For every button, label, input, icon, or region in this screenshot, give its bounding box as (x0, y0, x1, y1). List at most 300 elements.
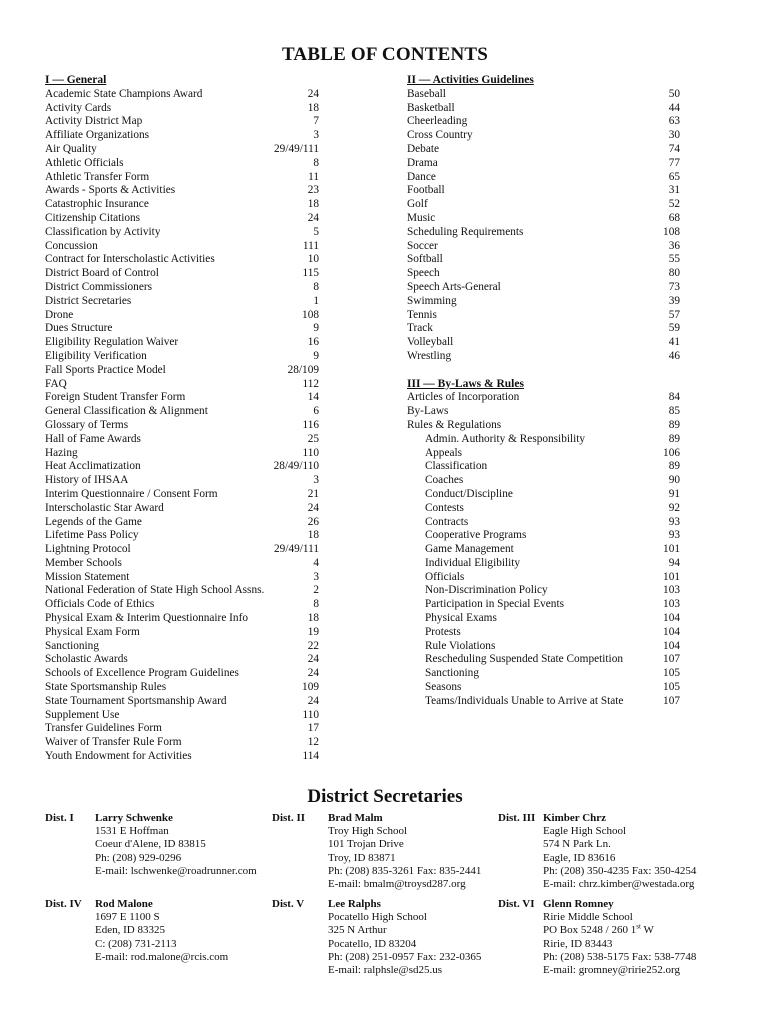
toc-entry-label: Interim Questionnaire / Consent Form (45, 487, 218, 500)
toc-activities-list (407, 88, 680, 364)
district-email: E-mail: ralphsle@sd25.us (328, 964, 443, 977)
toc-entry-label: Officials (425, 570, 465, 583)
toc-entry-label: Protests (425, 625, 461, 638)
toc-entry-label: Hazing (45, 446, 78, 459)
toc-entry-page: 21 (307, 487, 319, 500)
toc-entry-page: 106 (663, 446, 680, 459)
district-contact-line: Coeur d'Alene, ID 83815 (95, 838, 206, 851)
toc-entry-label: Tennis (407, 308, 437, 321)
toc-entry-label: Golf (407, 198, 428, 211)
toc-entry-label: Physical Exam Form (45, 625, 140, 638)
district-secretary-name: Lee Ralphs (328, 898, 381, 910)
toc-entry-page: 91 (668, 487, 680, 500)
toc-entry-label: Sanctioning (425, 667, 479, 680)
toc-entry (45, 571, 319, 585)
toc-entry-label: Non-Discrimination Policy (425, 584, 548, 597)
toc-entry-page: 18 (307, 612, 319, 625)
toc-entry-label: Awards - Sports & Activities (45, 184, 176, 197)
section-heading-general: I — General (45, 74, 107, 86)
toc-entry-page: 24 (307, 501, 319, 514)
toc-entry-page: 41 (668, 336, 680, 349)
toc-entry (45, 612, 319, 626)
district-secretary-name: Rod Malone (95, 898, 153, 910)
toc-entry-page: 77 (668, 156, 680, 169)
toc-entry (45, 681, 319, 695)
district-card (272, 898, 496, 978)
toc-entry (45, 488, 319, 502)
toc-entry-page: 104 (663, 612, 680, 625)
toc-entry (45, 391, 319, 405)
district-label: Dist. VI (498, 898, 535, 910)
toc-general-list (45, 88, 319, 764)
toc-entry-page: 115 (302, 267, 319, 280)
toc-entry-label: Contracts (425, 515, 469, 528)
toc-entry-label: Lifetime Pass Policy (45, 529, 139, 542)
toc-entry-page: 104 (663, 639, 680, 652)
toc-entry-page: 107 (663, 653, 680, 666)
toc-entry (407, 157, 680, 171)
toc-entry-page: 110 (302, 708, 319, 721)
district-contact-line: Pocatello High School (328, 911, 427, 924)
toc-entry-label: Mission Statement (45, 570, 130, 583)
toc-entry (45, 626, 319, 640)
toc-entry (45, 460, 319, 474)
district-contact-line: C: (208) 731-2113 (95, 937, 177, 950)
toc-entry-label: Physical Exam & Interim Questionnaire Info (45, 612, 248, 625)
district-secretary-name: Glenn Romney (543, 898, 614, 910)
district-label: Dist. I (45, 812, 74, 824)
toc-entry-label: By-Laws (407, 405, 449, 418)
toc-entry (407, 88, 680, 102)
toc-entry (45, 419, 319, 433)
toc-entry-label: Conduct/Discipline (425, 487, 513, 500)
toc-entry-page: 19 (307, 625, 319, 638)
toc-entry-page: 50 (668, 87, 680, 100)
toc-entry-label: Eligibility Regulation Waiver (45, 336, 179, 349)
toc-entry-label: District Secretaries (45, 294, 132, 307)
toc-entry-label: Drone (45, 308, 74, 321)
toc-entry-label: Officials Code of Ethics (45, 598, 155, 611)
toc-entry (45, 709, 319, 723)
toc-entry (45, 295, 319, 309)
toc-entry (407, 640, 680, 654)
toc-entry (407, 405, 680, 419)
toc-entry-page: 9 (313, 322, 319, 335)
toc-entry-label: Seasons (425, 681, 462, 694)
district-card (498, 812, 748, 892)
toc-entry (407, 281, 680, 295)
toc-entry-page: 65 (668, 170, 680, 183)
toc-entry-label: Physical Exams (425, 612, 497, 625)
toc-entry-label: Interscholastic Star Award (45, 501, 164, 514)
toc-entry (45, 557, 319, 571)
district-contact-line: Ph: (208) 538-5175 Fax: 538-7748 (543, 950, 697, 963)
toc-entry-page: 68 (668, 211, 680, 224)
toc-entry (407, 240, 680, 254)
toc-entry-label: Track (407, 322, 433, 335)
toc-entry (45, 102, 319, 116)
toc-entry-page: 1 (313, 294, 319, 307)
toc-entry-page: 107 (663, 694, 680, 707)
toc-entry-page: 52 (668, 198, 680, 211)
district-contact-line: Ph: (208) 251-0957 Fax: 232-0365 (328, 950, 482, 963)
toc-entry (407, 336, 680, 350)
toc-entry (407, 460, 680, 474)
toc-entry-page: 74 (668, 142, 680, 155)
district-contact-line: Ririe Middle School (543, 911, 633, 924)
district-email: E-mail: rod.malone@rcis.com (95, 950, 229, 963)
district-contact-line: 101 Trojan Drive (328, 838, 404, 851)
district-secretary-name: Kimber Chrz (543, 812, 607, 824)
toc-entry-label: Football (407, 184, 445, 197)
toc-entry (407, 584, 680, 598)
toc-entry-label: Scheduling Requirements (407, 225, 524, 238)
toc-entry-page: 24 (307, 211, 319, 224)
toc-entry-page: 25 (307, 432, 319, 445)
toc-entry (45, 653, 319, 667)
toc-entry (45, 253, 319, 267)
district-card (45, 898, 270, 978)
district-secretary-name: Brad Malm (328, 812, 383, 824)
toc-entry-label: Teams/Individuals Unable to Arrive at State (425, 694, 624, 707)
toc-entry-label: Youth Endowment for Activities (45, 750, 192, 763)
toc-entry (407, 447, 680, 461)
toc-entry (407, 171, 680, 185)
toc-entry-label: Athletic Officials (45, 156, 124, 169)
toc-entry-label: Contests (425, 501, 464, 514)
toc-entry (407, 184, 680, 198)
toc-entry-page: 24 (307, 667, 319, 680)
toc-entry-page: 114 (302, 750, 319, 763)
toc-entry-page: 111 (302, 239, 319, 252)
district-label: Dist. IV (45, 898, 82, 910)
toc-entry-label: Foreign Student Transfer Form (45, 391, 186, 404)
district-contact-line: 325 N Arthur (328, 924, 387, 937)
toc-entry-label: FAQ (45, 377, 67, 390)
toc-entry-label: State Tournament Sportsmanship Award (45, 694, 227, 707)
toc-entry-label: Air Quality (45, 142, 97, 155)
toc-entry-page: 23 (307, 184, 319, 197)
toc-entry-page: 108 (302, 308, 319, 321)
toc-entry-label: Volleyball (407, 336, 454, 349)
toc-entry-page: 90 (668, 474, 680, 487)
toc-entry (45, 364, 319, 378)
district-label: Dist. V (272, 898, 305, 910)
toc-entry-label: Softball (407, 253, 443, 266)
toc-entry-page: 31 (668, 184, 680, 197)
district-contact-line: Eden, ID 83325 (95, 924, 165, 937)
toc-entry-page: 18 (307, 529, 319, 542)
toc-entry (45, 474, 319, 488)
toc-entry-page: 73 (668, 280, 680, 293)
toc-entry-label: Swimming (407, 294, 457, 307)
toc-entry (45, 722, 319, 736)
toc-entry-label: Speech (407, 267, 440, 280)
toc-entry-label: District Commissioners (45, 280, 153, 293)
toc-entry (407, 571, 680, 585)
toc-entry-label: Sanctioning (45, 639, 99, 652)
toc-entry-label: Rescheduling Suspended State Competition (425, 653, 623, 666)
toc-entry-label: Lightning Protocol (45, 543, 131, 556)
toc-entry (45, 529, 319, 543)
district-contact-line: Eagle, ID 83616 (543, 851, 616, 864)
toc-entry-page: 4 (313, 556, 319, 569)
toc-entry-page: 5 (313, 225, 319, 238)
district-contact-line: Ph: (208) 835-3261 Fax: 835-2441 (328, 864, 482, 877)
toc-entry-label: Catastrophic Insurance (45, 198, 149, 211)
district-email: E-mail: gromney@ririe252.org (543, 964, 681, 977)
toc-entry-label: Transfer Guidelines Form (45, 722, 162, 735)
toc-entry-page: 10 (307, 253, 319, 266)
toc-entry (45, 736, 319, 750)
toc-right-column (407, 74, 680, 709)
toc-entry-label: Legends of the Game (45, 515, 142, 528)
district-card (498, 898, 748, 978)
toc-entry (45, 502, 319, 516)
toc-entry-page: 14 (307, 391, 319, 404)
toc-entry-label: Soccer (407, 239, 438, 252)
toc-entry (45, 750, 319, 764)
toc-entry-page: 28/49/110 (273, 460, 319, 473)
toc-entry-page: 44 (668, 101, 680, 114)
toc-entry-label: Game Management (425, 543, 514, 556)
toc-entry (407, 557, 680, 571)
toc-entry-page: 36 (668, 239, 680, 252)
toc-entry-page: 80 (668, 267, 680, 280)
toc-entry (45, 667, 319, 681)
toc-entry (45, 88, 319, 102)
toc-entry (407, 102, 680, 116)
toc-entry-page: 3 (313, 474, 319, 487)
toc-entry-label: Scholastic Awards (45, 653, 128, 666)
toc-bylaws-sublist (407, 433, 680, 709)
toc-entry (45, 281, 319, 295)
toc-entry-label: Basketball (407, 101, 455, 114)
toc-entry-page: 104 (663, 625, 680, 638)
toc-entry (407, 212, 680, 226)
district-contact-line: Ririe, ID 83443 (543, 937, 613, 950)
toc-entry-label: Fall Sports Practice Model (45, 363, 166, 376)
district-label: Dist. II (272, 812, 306, 824)
toc-entry-label: District Board of Control (45, 267, 159, 280)
toc-entry-page: 3 (313, 570, 319, 583)
toc-entry-label: Music (407, 211, 436, 224)
toc-entry-page: 57 (668, 308, 680, 321)
toc-entry-label: Eligibility Verification (45, 349, 147, 362)
toc-entry-page: 7 (313, 115, 319, 128)
district-email: E-mail: bmalm@troysd287.org (328, 878, 466, 891)
toc-entry (45, 198, 319, 212)
toc-entry-label: Activity District Map (45, 115, 143, 128)
toc-entry-page: 29/49/111 (274, 543, 319, 556)
toc-entry (407, 612, 680, 626)
toc-entry-page: 103 (663, 598, 680, 611)
toc-entry-page: 24 (307, 694, 319, 707)
toc-entry (407, 143, 680, 157)
toc-entry (45, 322, 319, 336)
toc-entry-label: Cheerleading (407, 115, 468, 128)
toc-entry-label: Drama (407, 156, 438, 169)
toc-entry-page: 110 (302, 446, 319, 459)
toc-entry (45, 226, 319, 240)
toc-entry-label: Waiver of Transfer Rule Form (45, 736, 182, 749)
toc-entry-label: Appeals (425, 446, 463, 459)
toc-entry-page: 101 (663, 570, 680, 583)
toc-entry-label: Athletic Transfer Form (45, 170, 150, 183)
district-label: Dist. III (498, 812, 536, 824)
district-email: E-mail: chrz.kimber@westada.org (543, 878, 695, 891)
toc-entry-label: Academic State Champions Award (45, 87, 203, 100)
section-heading-bylaws: III — By-Laws & Rules (407, 377, 524, 390)
toc-entry-label: Rule Violations (425, 639, 496, 652)
toc-entry (45, 184, 319, 198)
toc-entry (407, 129, 680, 143)
toc-entry-label: Heat Acclimatization (45, 460, 141, 473)
toc-entry-label: Cross Country (407, 129, 473, 142)
toc-entry-page: 22 (307, 639, 319, 652)
district-contact-line: Pocatello, ID 83204 (328, 937, 417, 950)
toc-entry-page: 6 (313, 405, 319, 418)
toc-entry (45, 336, 319, 350)
toc-entry-label: Member Schools (45, 556, 122, 569)
toc-entry-page: 16 (307, 336, 319, 349)
toc-entry (407, 419, 680, 433)
toc-entry-page: 9 (313, 349, 319, 362)
toc-entry (45, 212, 319, 226)
toc-entry-page: 101 (663, 543, 680, 556)
toc-entry-label: Schools of Excellence Program Guidelines (45, 667, 239, 680)
toc-entry (45, 516, 319, 530)
toc-entry-page: 29/49/111 (274, 142, 319, 155)
toc-entry (407, 322, 680, 336)
toc-entry (407, 198, 680, 212)
toc-entry (45, 598, 319, 612)
toc-entry-label: Activity Cards (45, 101, 112, 114)
toc-entry (45, 433, 319, 447)
toc-entry (407, 695, 680, 709)
toc-entry-page: 8 (313, 156, 319, 169)
toc-entry-label: Glossary of Terms (45, 418, 129, 431)
toc-entry-page: 46 (668, 349, 680, 362)
toc-entry (407, 529, 680, 543)
district-contact-line: Troy, ID 83871 (328, 851, 396, 864)
toc-entry (45, 350, 319, 364)
toc-entry (45, 267, 319, 281)
toc-entry-page: 30 (668, 129, 680, 142)
toc-entry-page: 93 (668, 529, 680, 542)
toc-entry-label: National Federation of State High School Assns. (45, 584, 265, 597)
toc-entry-label: Speech Arts-General (407, 280, 501, 293)
toc-entry (407, 543, 680, 557)
toc-entry-label: Wrestling (407, 349, 452, 362)
toc-entry (407, 433, 680, 447)
toc-entry-label: Admin. Authority & Responsibility (425, 432, 586, 445)
toc-entry (407, 350, 680, 364)
toc-entry (45, 129, 319, 143)
toc-entry (407, 474, 680, 488)
toc-entry (407, 253, 680, 267)
toc-entry-label: Concussion (45, 239, 98, 252)
toc-entry (45, 240, 319, 254)
toc-bylaws-list (407, 391, 680, 432)
toc-entry-page: 63 (668, 115, 680, 128)
toc-entry-page: 8 (313, 598, 319, 611)
toc-entry-label: Individual Eligibility (425, 556, 521, 569)
page-title: TABLE OF CONTENTS (281, 44, 489, 65)
toc-entry-label: Affiliate Organizations (45, 129, 150, 142)
toc-entry (45, 695, 319, 709)
toc-entry-page: 109 (302, 681, 319, 694)
toc-entry-page: 59 (668, 322, 680, 335)
toc-entry-page: 3 (313, 129, 319, 142)
district-secretary-name: Larry Schwenke (95, 812, 173, 824)
toc-entry (407, 309, 680, 323)
toc-entry-page: 2 (313, 584, 319, 597)
district-secretaries-title: District Secretaries (307, 786, 463, 807)
district-contact-line: 1531 E Hoffman (95, 825, 169, 838)
toc-entry (45, 309, 319, 323)
toc-entry (407, 681, 680, 695)
toc-entry-label: Dues Structure (45, 322, 113, 335)
district-contact-line: Ph: (208) 350-4235 Fax: 350-4254 (543, 864, 697, 877)
toc-entry-label: Rules & Regulations (407, 418, 502, 431)
district-contact-line: 574 N Park Ln. (543, 838, 611, 851)
toc-entry (45, 171, 319, 185)
toc-entry-page: 84 (668, 391, 680, 404)
toc-entry-label: History of IHSAA (45, 474, 129, 487)
toc-entry-page: 108 (663, 225, 680, 238)
toc-entry-label: Debate (407, 142, 439, 155)
district-contact-line: 1697 E 1100 S (95, 911, 160, 924)
toc-entry-page: 18 (307, 101, 319, 114)
district-contact-line: Eagle High School (543, 825, 627, 838)
toc-entry (45, 447, 319, 461)
toc-entry-page: 89 (668, 418, 680, 431)
section-heading-activities: II — Activities Guidelines (407, 74, 534, 86)
toc-entry-page: 28/109 (287, 363, 319, 376)
toc-entry-page: 8 (313, 280, 319, 293)
toc-entry-label: Cooperative Programs (425, 529, 527, 542)
toc-entry-page: 105 (663, 681, 680, 694)
toc-entry-label: Classification by Activity (45, 225, 161, 238)
toc-entry (407, 653, 680, 667)
toc-entry-label: Baseball (407, 87, 446, 100)
toc-entry (45, 115, 319, 129)
toc-entry (45, 640, 319, 654)
toc-entry (45, 543, 319, 557)
toc-entry (407, 598, 680, 612)
toc-entry (407, 667, 680, 681)
toc-entry-label: Contract for Interscholastic Activities (45, 253, 215, 266)
toc-entry-label: Participation in Special Events (425, 598, 564, 611)
toc-entry (407, 226, 680, 240)
toc-entry (45, 584, 319, 598)
toc-entry (407, 626, 680, 640)
toc-general-column (45, 74, 319, 764)
toc-entry-page: 55 (668, 253, 680, 266)
toc-entry (407, 115, 680, 129)
toc-entry-page: 116 (302, 418, 319, 431)
toc-entry (407, 488, 680, 502)
toc-entry-label: Dance (407, 170, 436, 183)
district-contact-line: Ph: (208) 929-0296 (95, 851, 182, 864)
district-contact-line: PO Box 5248 / 260 1st W (543, 922, 654, 937)
toc-entry-page: 103 (663, 584, 680, 597)
toc-entry (407, 516, 680, 530)
toc-entry-page: 24 (307, 87, 319, 100)
district-card (45, 812, 270, 892)
toc-entry-page: 89 (668, 432, 680, 445)
